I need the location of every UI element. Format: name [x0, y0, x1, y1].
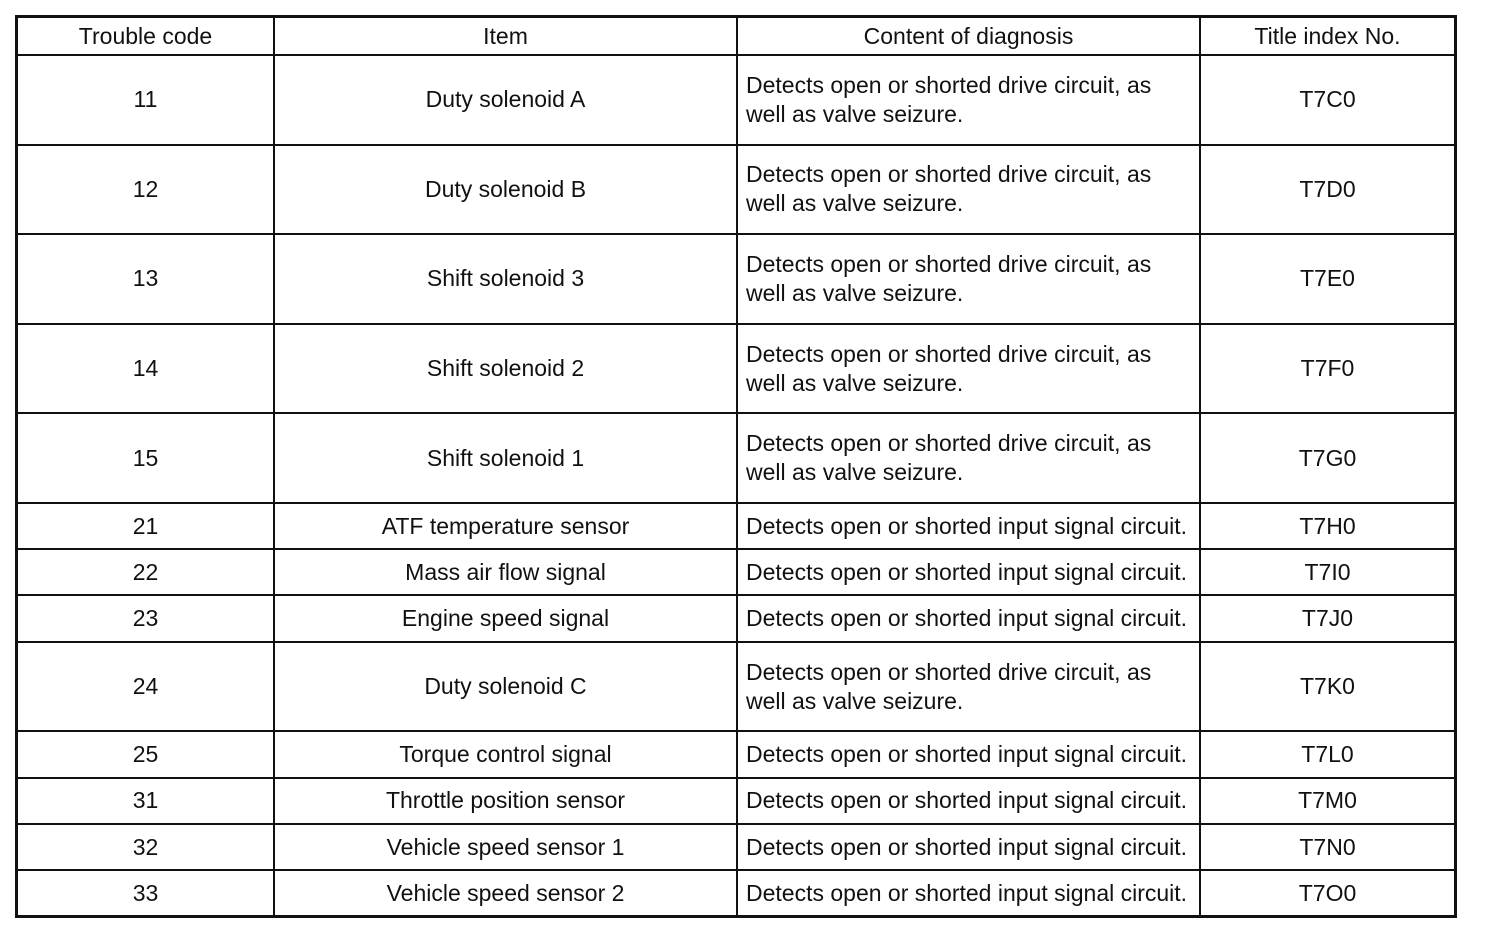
cell-title-index-no: T7O0 — [1200, 870, 1454, 915]
header-trouble-code: Trouble code — [18, 18, 274, 55]
table-row — [18, 595, 1454, 641]
table-row — [18, 642, 1454, 732]
cell-content-of-diagnosis: Detects open or shorted input signal circuit. — [737, 731, 1200, 777]
table-body — [18, 55, 1454, 915]
table-row — [18, 55, 1454, 145]
table-row — [18, 503, 1454, 549]
cell-content-of-diagnosis: Detects open or shorted drive circuit, as well as valve seizure. — [737, 55, 1200, 145]
cell-item: ATF temperature sensor — [274, 503, 737, 549]
cell-title-index-no: T7H0 — [1200, 503, 1454, 549]
table-row — [18, 870, 1454, 915]
cell-trouble-code: 24 — [18, 642, 274, 732]
cell-title-index-no: T7N0 — [1200, 824, 1454, 870]
table-row — [18, 413, 1454, 503]
cell-content-of-diagnosis: Detects open or shorted input signal circuit. — [737, 824, 1200, 870]
table-row — [18, 549, 1454, 595]
cell-title-index-no: T7D0 — [1200, 145, 1454, 235]
cell-trouble-code: 25 — [18, 731, 274, 777]
table-row — [18, 731, 1454, 777]
cell-trouble-code: 23 — [18, 595, 274, 641]
table-row — [18, 234, 1454, 324]
cell-content-of-diagnosis: Detects open or shorted input signal circuit. — [737, 595, 1200, 641]
cell-title-index-no: T7K0 — [1200, 642, 1454, 732]
cell-title-index-no: T7E0 — [1200, 234, 1454, 324]
cell-content-of-diagnosis: Detects open or shorted input signal circuit. — [737, 870, 1200, 915]
header-item: Item — [274, 18, 737, 55]
trouble-code-table — [18, 18, 1454, 915]
cell-trouble-code: 15 — [18, 413, 274, 503]
cell-content-of-diagnosis: Detects open or shorted drive circuit, as well as valve seizure. — [737, 234, 1200, 324]
table-row — [18, 145, 1454, 235]
cell-item: Mass air flow signal — [274, 549, 737, 595]
cell-item: Vehicle speed sensor 1 — [274, 824, 737, 870]
cell-content-of-diagnosis: Detects open or shorted input signal circuit. — [737, 549, 1200, 595]
header-row — [18, 18, 1454, 55]
cell-trouble-code: 22 — [18, 549, 274, 595]
cell-trouble-code: 12 — [18, 145, 274, 235]
cell-item: Shift solenoid 3 — [274, 234, 737, 324]
table-row — [18, 824, 1454, 870]
cell-title-index-no: T7L0 — [1200, 731, 1454, 777]
cell-item: Torque control signal — [274, 731, 737, 777]
cell-content-of-diagnosis: Detects open or shorted drive circuit, as well as valve seizure. — [737, 413, 1200, 503]
cell-content-of-diagnosis: Detects open or shorted drive circuit, as well as valve seizure. — [737, 145, 1200, 235]
table-row — [18, 778, 1454, 824]
cell-trouble-code: 13 — [18, 234, 274, 324]
cell-trouble-code: 31 — [18, 778, 274, 824]
cell-title-index-no: T7M0 — [1200, 778, 1454, 824]
cell-item: Duty solenoid C — [274, 642, 737, 732]
cell-item: Duty solenoid B — [274, 145, 737, 235]
cell-trouble-code: 33 — [18, 870, 274, 915]
cell-title-index-no: T7C0 — [1200, 55, 1454, 145]
cell-item: Throttle position sensor — [274, 778, 737, 824]
cell-title-index-no: T7I0 — [1200, 549, 1454, 595]
cell-content-of-diagnosis: Detects open or shorted drive circuit, as well as valve seizure. — [737, 642, 1200, 732]
cell-title-index-no: T7J0 — [1200, 595, 1454, 641]
cell-content-of-diagnosis: Detects open or shorted input signal circuit. — [737, 503, 1200, 549]
cell-content-of-diagnosis: Detects open or shorted input signal circuit. — [737, 778, 1200, 824]
header-content-of-diagnosis: Content of diagnosis — [737, 18, 1200, 55]
cell-item: Shift solenoid 1 — [274, 413, 737, 503]
trouble-code-table-frame — [15, 15, 1457, 918]
cell-content-of-diagnosis: Detects open or shorted drive circuit, as well as valve seizure. — [737, 324, 1200, 414]
cell-title-index-no: T7G0 — [1200, 413, 1454, 503]
cell-item: Duty solenoid A — [274, 55, 737, 145]
cell-item: Shift solenoid 2 — [274, 324, 737, 414]
cell-trouble-code: 14 — [18, 324, 274, 414]
cell-trouble-code: 21 — [18, 503, 274, 549]
header-title-index-no: Title index No. — [1200, 18, 1454, 55]
table-row — [18, 324, 1454, 414]
table-header — [18, 18, 1454, 55]
cell-title-index-no: T7F0 — [1200, 324, 1454, 414]
cell-item: Vehicle speed sensor 2 — [274, 870, 737, 915]
cell-item: Engine speed signal — [274, 595, 737, 641]
cell-trouble-code: 32 — [18, 824, 274, 870]
cell-trouble-code: 11 — [18, 55, 274, 145]
